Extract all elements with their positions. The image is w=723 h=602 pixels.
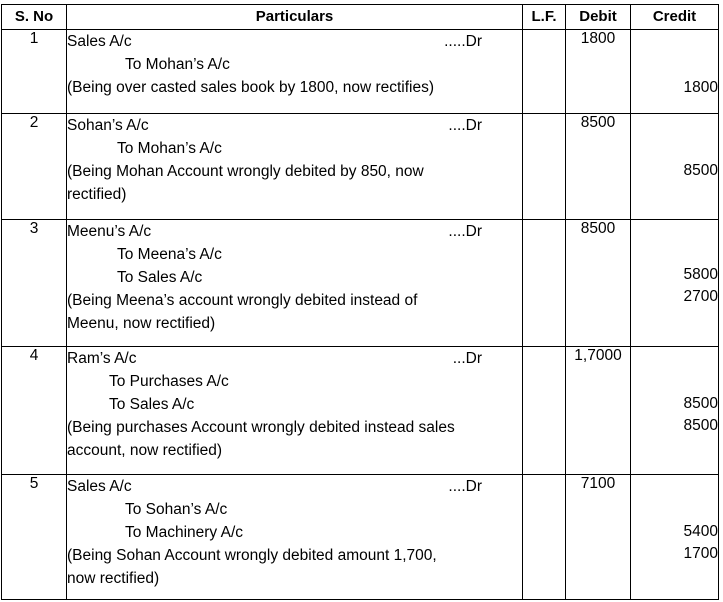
credit-amount: 5400 — [683, 523, 718, 540]
credit-cell — [631, 220, 719, 347]
lf-cell — [523, 220, 566, 347]
lf-cell — [523, 30, 566, 114]
serial-number: 3 — [2, 220, 67, 347]
dr-marker: ....Dr — [448, 223, 482, 240]
particulars-cell — [67, 220, 523, 347]
credit-account: To Purchases A/c — [109, 373, 229, 390]
credit-account: To Sohan’s A/c — [125, 501, 228, 518]
narration-line: (Being Meena’s account wrongly debited instead of — [67, 292, 418, 309]
credit-amount: 1800 — [683, 79, 718, 96]
credit-account: To Sales A/c — [117, 269, 203, 286]
credit-cell — [631, 30, 719, 114]
header-row — [2, 5, 719, 30]
credit-amount: 8500 — [683, 417, 718, 434]
credit-amount: 2700 — [683, 288, 718, 305]
debit-amount: 1800 — [566, 30, 631, 114]
credit-account: To Machinery A/c — [125, 524, 244, 541]
particulars-cell — [67, 114, 523, 220]
dr-marker: ....Dr — [448, 117, 482, 134]
dr-marker: ...Dr — [452, 350, 482, 367]
header-particulars: Particulars — [67, 5, 523, 30]
serial-number: 5 — [2, 475, 67, 600]
debit-account: Sales A/c — [67, 33, 132, 50]
credit-account: To Sales A/c — [109, 396, 195, 413]
credit-account: To Meena’s A/c — [117, 246, 222, 263]
credit-amount: 5800 — [683, 266, 718, 283]
debit-account: Sales A/c — [67, 478, 132, 495]
narration-line: (Being Mohan Account wrongly debited by 850, now — [67, 163, 424, 180]
narration-line: (Being over casted sales book by 1800, now rectifies) — [67, 79, 435, 96]
lf-cell — [523, 347, 566, 475]
serial-number: 1 — [2, 30, 67, 114]
narration-line: (Being Sohan Account wrongly debited amount 1,700, — [67, 547, 437, 564]
debit-account: Sohan’s A/c — [67, 117, 149, 134]
header-debit: Debit — [566, 5, 631, 30]
header-credit: Credit — [631, 5, 719, 30]
debit-amount: 8500 — [566, 114, 631, 220]
serial-number: 2 — [2, 114, 67, 220]
narration-line: account, now rectified) — [67, 442, 223, 459]
credit-cell — [631, 347, 719, 475]
debit-account: Ram’s A/c — [67, 350, 137, 367]
header-lf: L.F. — [523, 5, 566, 30]
particulars-cell — [67, 347, 523, 475]
credit-amount: 8500 — [683, 395, 718, 412]
journal-table — [1, 4, 719, 600]
lf-cell — [523, 475, 566, 600]
particulars-cell — [67, 30, 523, 114]
narration-line: (Being purchases Account wrongly debited instead sales — [67, 419, 455, 436]
credit-cell — [631, 114, 719, 220]
table-row — [2, 220, 719, 347]
particulars-cell — [67, 475, 523, 600]
credit-cell — [631, 475, 719, 600]
dr-marker: ....Dr — [448, 478, 482, 495]
debit-amount: 8500 — [566, 220, 631, 347]
lf-cell — [523, 114, 566, 220]
table-row — [2, 347, 719, 475]
dr-marker: .....Dr — [444, 33, 482, 50]
narration-line: Meenu, now rectified) — [67, 315, 216, 332]
debit-amount: 1,7000 — [566, 347, 631, 475]
header-sno: S. No — [2, 5, 67, 30]
serial-number: 4 — [2, 347, 67, 475]
narration-line: now rectified) — [67, 570, 160, 587]
credit-account: To Mohan’s A/c — [117, 140, 222, 157]
narration-line: rectified) — [67, 186, 127, 203]
credit-amount: 1700 — [683, 545, 718, 562]
debit-amount: 7100 — [566, 475, 631, 600]
credit-account: To Mohan’s A/c — [125, 56, 230, 73]
credit-amount: 8500 — [683, 162, 718, 179]
table-row — [2, 114, 719, 220]
table-row — [2, 475, 719, 600]
table-row — [2, 30, 719, 114]
debit-account: Meenu’s A/c — [67, 223, 152, 240]
